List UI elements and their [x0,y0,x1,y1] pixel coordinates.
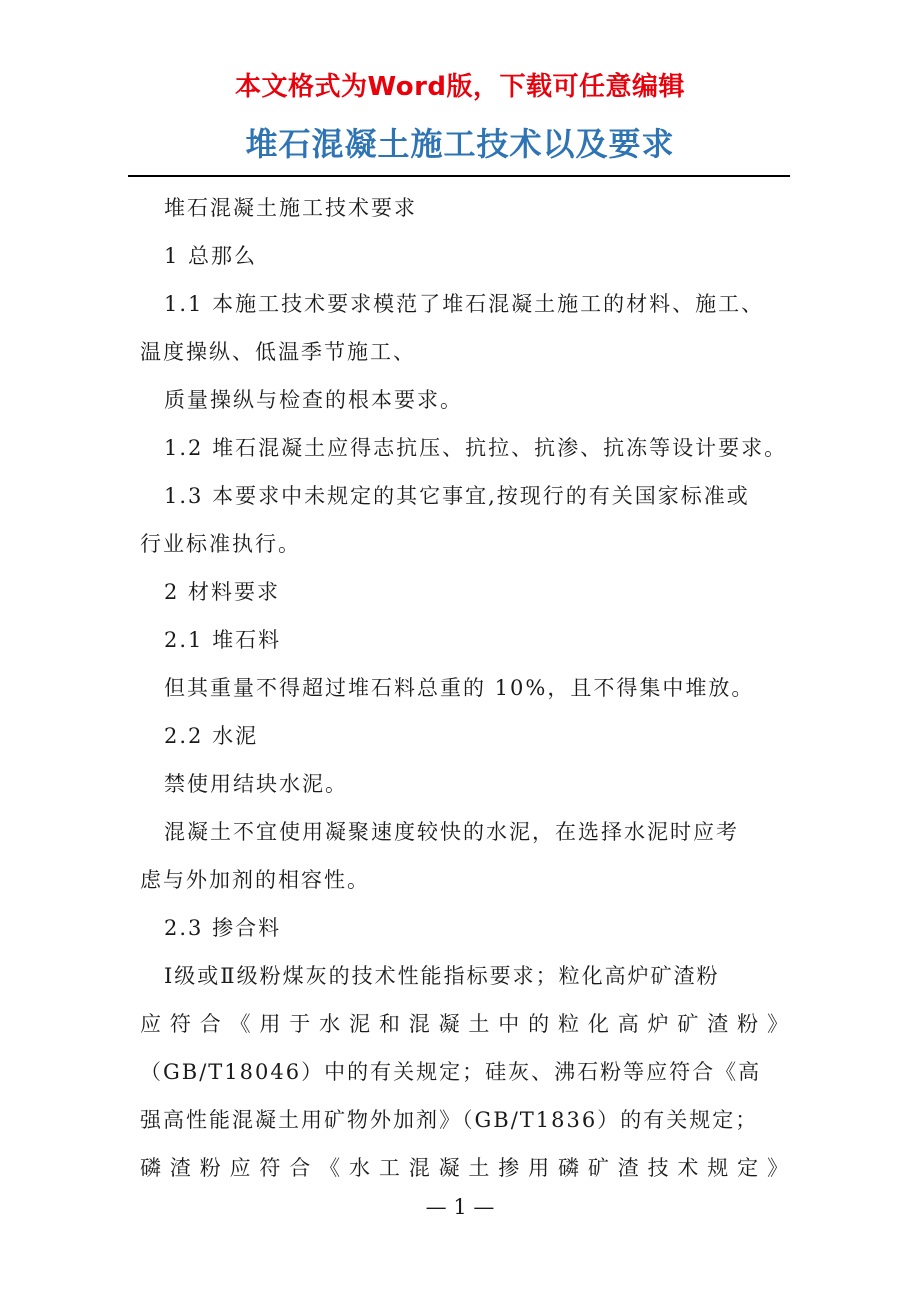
paragraph: 混凝土不宜使用凝聚速度较快的水泥，在选择水泥时应考 [164,820,739,844]
subsection-heading: 2.2 水泥 [164,724,259,748]
paragraph-continuation: 应符合《用于水泥和混凝土中的粒化高炉矿渣粉》 [140,1012,790,1036]
paragraph-continuation: 行业标准执行。 [140,532,301,556]
format-notice-banner: 本文格式为Word版，下载可任意编辑 [234,72,686,102]
paragraph: 1.2 堆石混凝土应得志抗压、抗拉、抗渗、抗冻等设计要求。 [164,436,788,460]
page-number: — 1 — [425,1195,495,1219]
paragraph-continuation: 虑与外加剂的相容性。 [140,868,370,892]
paragraph: 禁使用结块水泥。 [164,772,348,796]
paragraph: Ⅰ级或Ⅱ级粉煤灰的技术性能指标要求；粒化高炉矿渣粉 [164,964,720,988]
paragraph-continuation: 强高性能混凝土用矿物外加剂》（GB/T1836）的有关规定； [140,1108,759,1132]
paragraph: 1.3 本要求中未规定的其它事宜,按现行的有关国家标准或 [164,484,750,508]
paragraph-continuation: 磷渣粉应符合《水工混凝土掺用磷矿渣技术规定》 [140,1156,790,1180]
paragraph-continuation: （GB/T18046）中的有关规定；硅灰、沸石粉等应符合《高 [140,1060,762,1084]
document-title: 堆石混凝土施工技术以及要求 [245,125,675,163]
paragraph: 1.1 本施工技术要求模范了堆石混凝土施工的材料、施工、 [164,292,765,316]
section-heading: 2 材料要求 [164,580,281,604]
document-body [140,184,790,1192]
paragraph: 但其重量不得超过堆石料总重的 10%，且不得集中堆放。 [164,676,755,700]
paragraph-continuation: 温度操纵、低温季节施工、 [140,340,416,364]
subsection-heading: 2.3 掺合料 [164,916,282,940]
title-divider [128,175,790,177]
subsection-heading: 2.1 堆石料 [164,628,282,652]
paragraph: 堆石混凝土施工技术要求 [164,196,417,220]
paragraph: 质量操纵与检查的根本要求。 [164,388,463,412]
section-heading: 1 总那么 [164,244,258,268]
